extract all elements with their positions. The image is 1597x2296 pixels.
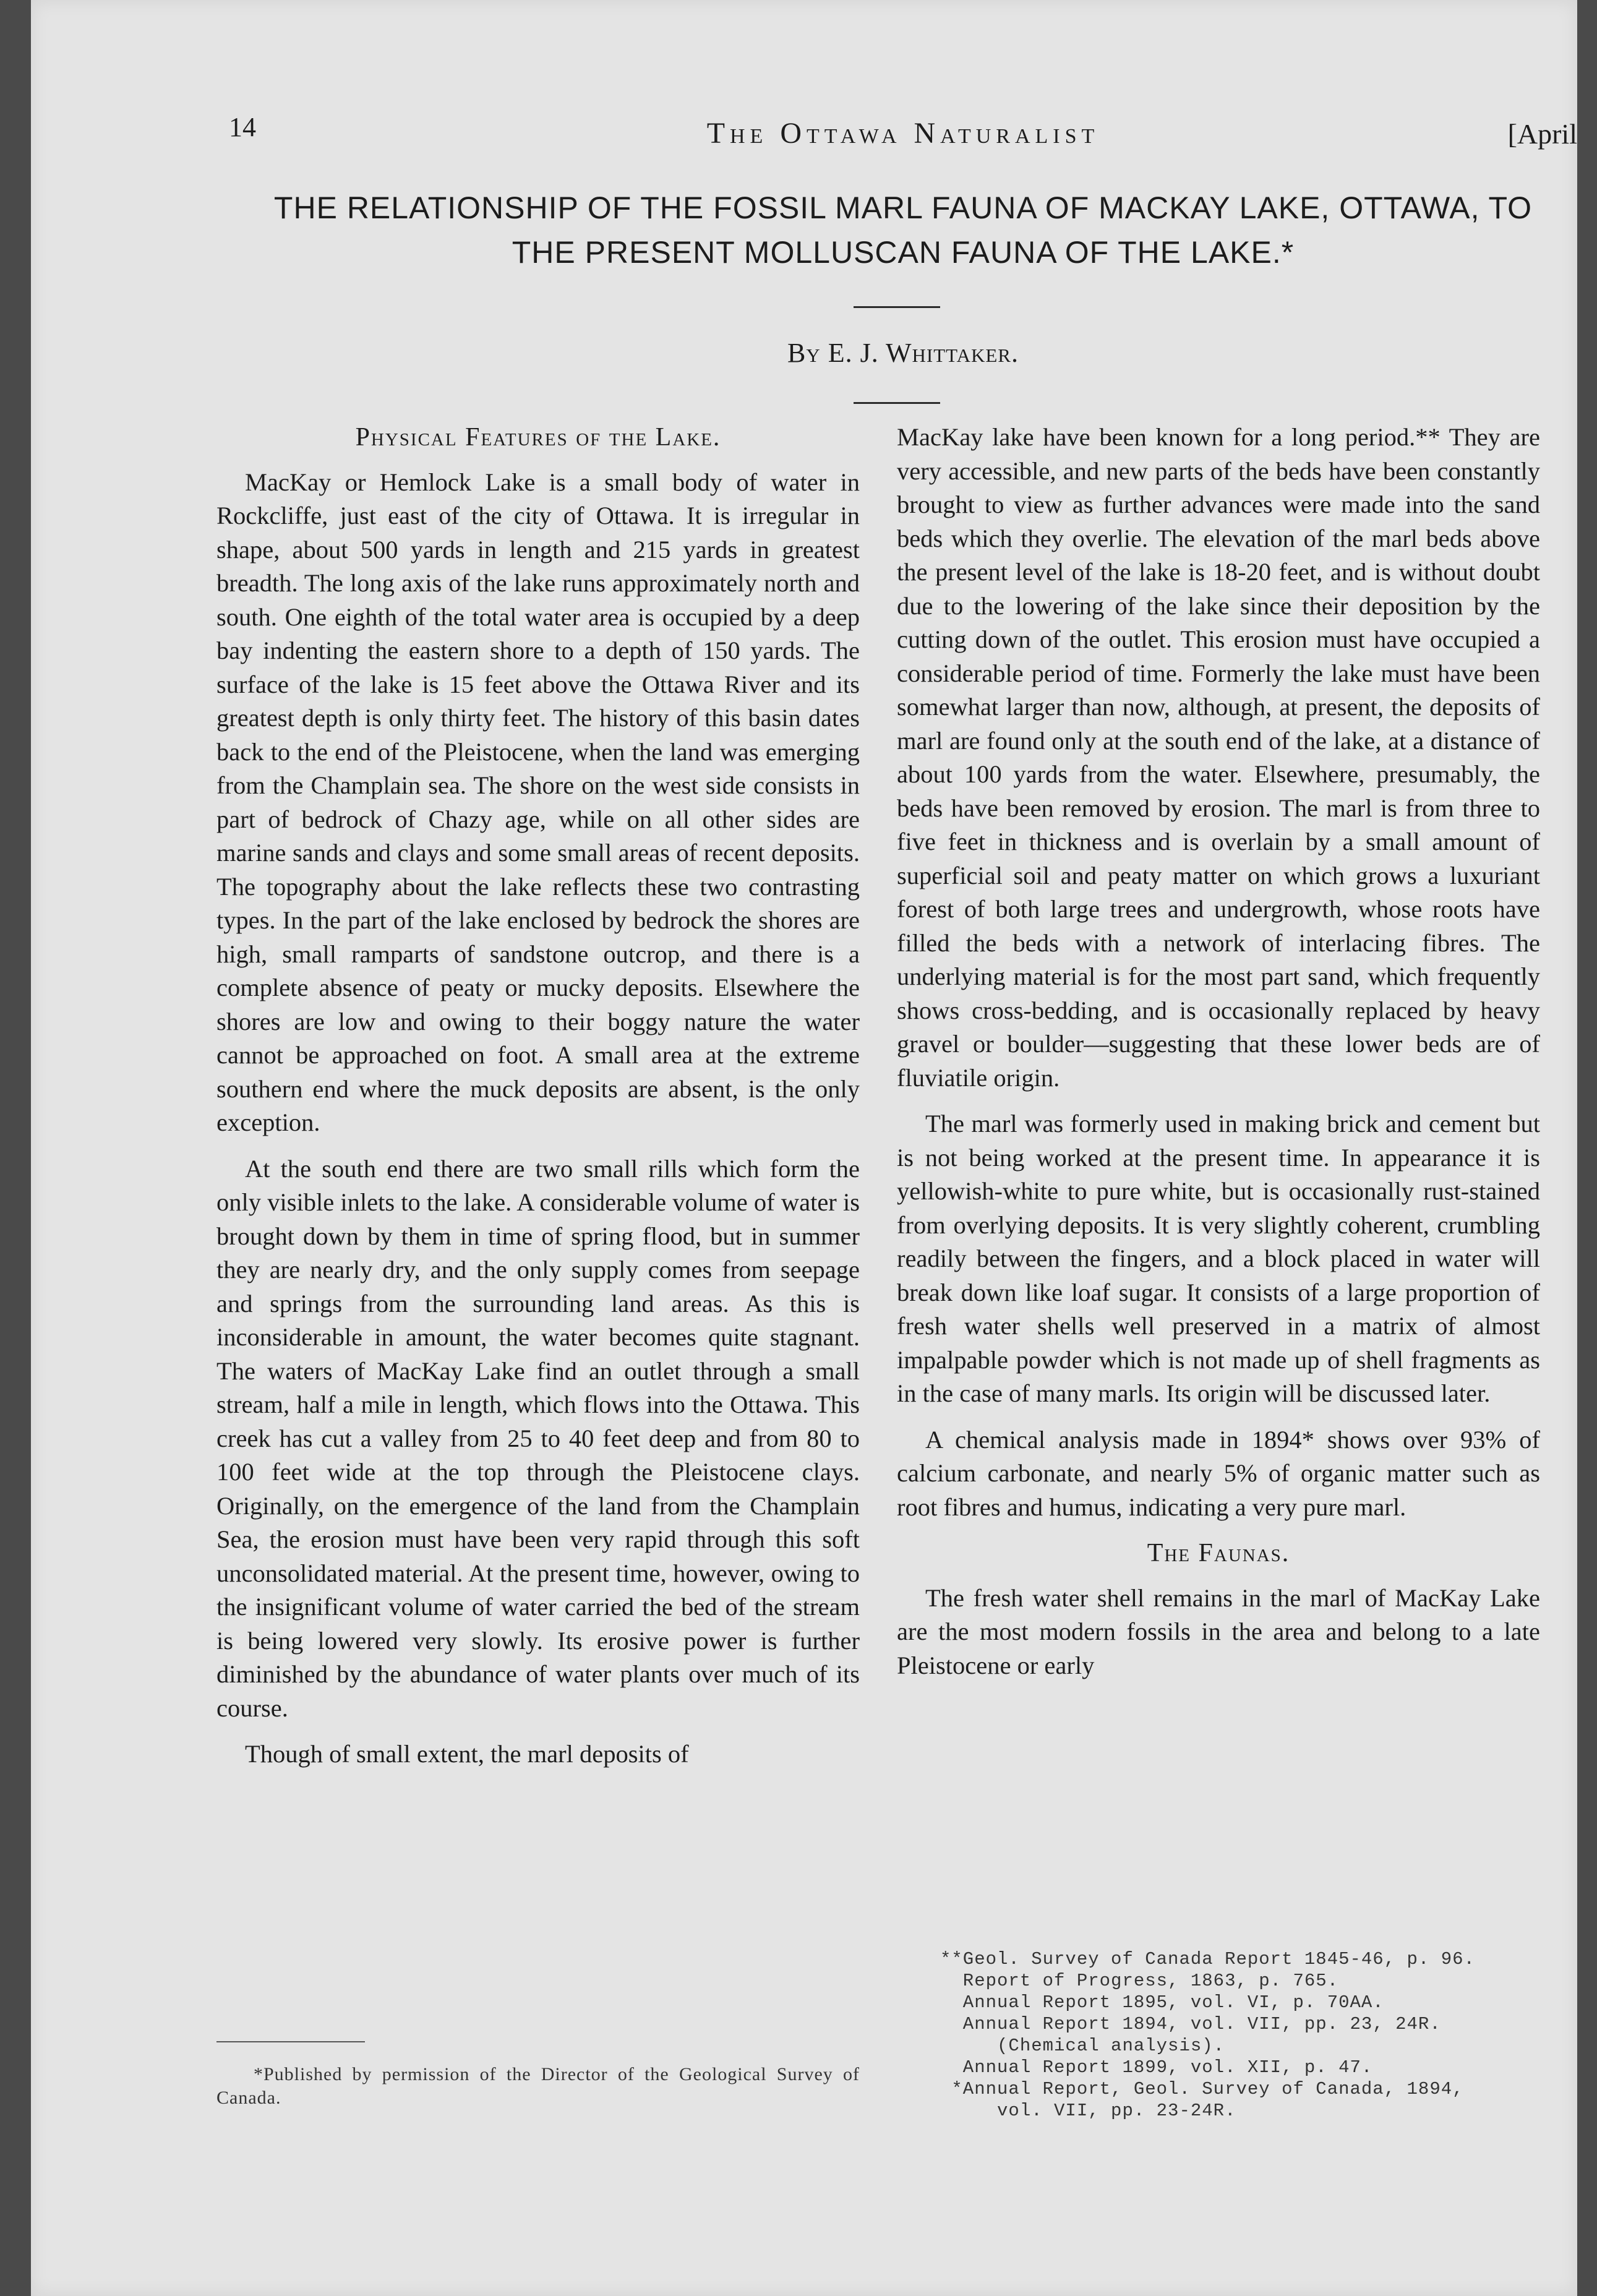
footnote-line: *Annual Report, Geol. Survey of Canada, 1894,: [940, 2079, 1464, 2099]
section-heading-faunas: The Faunas.: [1147, 1539, 1290, 1567]
running-head: [229, 111, 1577, 161]
footnote-line: Annual Report 1899, vol. XII, p. 47.: [940, 2057, 1373, 2078]
footnote-publication: *Published by permission of the Director of the Geological Survey of Canada.: [216, 2064, 860, 2108]
page-number: 14: [229, 112, 256, 142]
byline: By E. J. Whittaker.: [787, 338, 1019, 368]
title-divider: [854, 306, 940, 308]
footnote-line: **Geol. Survey of Canada Report 1845-46, p. 96.: [940, 1949, 1475, 1969]
left-column: [216, 421, 860, 1784]
right-column: [897, 421, 1540, 1695]
article-title: THE RELATIONSHIP OF THE FOSSIL MARL FAUNA OF MACKAY LAKE, OTTAWA, TO THE PRESENT MOLLUSCAN FAUNA OF THE LAKE.*: [273, 191, 1533, 270]
journal-title: The Ottawa Naturalist: [706, 117, 1100, 150]
paragraph: Though of small extent, the marl deposits of: [245, 1740, 689, 1768]
paragraph: MacKay or Hemlock Lake is a small body of water in Rockcliffe, just east of the city of Ottawa. It is irregular in shape, about 500 yards in length and 215 yards in greatest breadth. The long axis of the lake runs approximately north and south. One eighth of the total water area is occupied by a deep bay indenting the eastern shore to a depth of 150 yards. The surface of the lake is 15 feet above the Ottawa River and its greatest depth is only thirty feet. The history of this basin dates back to the end of the Pleistocene, when the land was emerging from the Champlain sea. The shore on the west side consists in part of bedrock of Chazy age, while on all other sides are marine sands and clays and some small areas of recent deposits. The topography about the lake reflects these two contrasting types. In the part of the lake enclosed by bedrock the shores are high, small ramparts of sandstone outcrop, and there is a complete absence of peaty or mucky deposits. Elsewhere the shores are low and owing to their boggy nature the water cannot be approached on foot. A small area at the extreme southern end where the muck deposits are absent, is the only exception.: [216, 468, 860, 1136]
footnote-line: Report of Progress, 1863, p. 765.: [940, 1971, 1339, 1991]
footnote-line: Annual Report 1895, vol. VI, p. 70AA.: [940, 1992, 1384, 2013]
journal-page: [31, 0, 1577, 2296]
footnotes-references: [940, 1948, 1559, 2122]
footnote-line: Annual Report 1894, vol. VII, pp. 23, 24R.: [940, 2014, 1441, 2034]
paragraph: A chemical analysis made in 1894* shows over 93% of calcium carbonate, and nearly 5% of organic matter such as root fibres and humus, indicating a very pure marl.: [897, 1425, 1540, 1521]
paragraph: MacKay lake have been known for a long period.** They are very accessible, and new parts of the beds have been constantly brought to view as further advances were made into the sand beds which they overlie. The elevation of the marl beds above the present level of the lake is 18-20 feet, and is without doubt due to the lowering of the lake since their deposition by the cutting down of the outlet. This erosion must have occupied a considerable period of time. Formerly the lake must have been somewhat larger than now, although, at present, the deposits of marl are found only at the south end of the lake, at a distance of about 100 yards from the water. Elsewhere, presumably, the beds have been removed by erosion. The marl is from three to five feet in thickness and is overlain by a small amount of superficial soil and peaty matter on which grows a luxuriant forest of both large trees and undergrowth, whose roots have filled the beds with a network of interlacing fibres. The underlying material is for the most part sand, which frequently shows cross-bedding, and is occasionally replaced by heavy gravel or boulder—suggesting that these lower beds are of fluviatile origin.: [897, 423, 1540, 1092]
issue-month: [April: [1507, 118, 1577, 150]
footnote-divider: [216, 2041, 365, 2042]
paragraph: The marl was formerly used in making brick and cement but is not being worked at the present time. In appearance it is yellowish-white to pure white, but is occasionally rust-stained from overlying deposits. It is very slightly coherent, crumbling readily between the fingers, and a block placed in water will break down like loaf sugar. It consists of a large proportion of fresh water shells well preserved in a matrix of almost impalpable powder which is not made up of shell fragments as in the case of many marls. Its origin will be discussed later.: [897, 1110, 1540, 1407]
footnote-line: (Chemical analysis).: [940, 2036, 1225, 2056]
paragraph: At the south end there are two small rills which form the only visible inlets to the lake. A considerable volume of water is brought down by them in time of spring flood, but in summer they are nearly dry, and the only supply comes from seepage and springs from the surrounding land areas. As this is inconsiderable in amount, the water becomes quite stagnant. The waters of MacKay Lake find an outlet through a small stream, half a mile in length, which flows into the Ottawa. This creek has cut a valley from 25 to 40 feet deep and from 80 to 100 feet wide at the top through the Pleistocene clays. Originally, on the emergence of the land from the Champlain Sea, the erosion must have been very rapid through this soft unconsolidated material. At the present time, however, owing to the insignificant volume of water carried the bed of the stream is being lowered very slowly. Its erosive power is further diminished by the abundance of water plants over much of its course.: [216, 1154, 860, 1722]
byline-divider: [854, 402, 940, 404]
section-heading-physical-features: Physical Features of the Lake.: [355, 423, 721, 452]
paragraph: The fresh water shell remains in the marl of MacKay Lake are the most modern fossils in the area and belong to a late Pleistocene or early: [897, 1583, 1540, 1679]
footnote-line: vol. VII, pp. 23-24R.: [940, 2101, 1236, 2121]
